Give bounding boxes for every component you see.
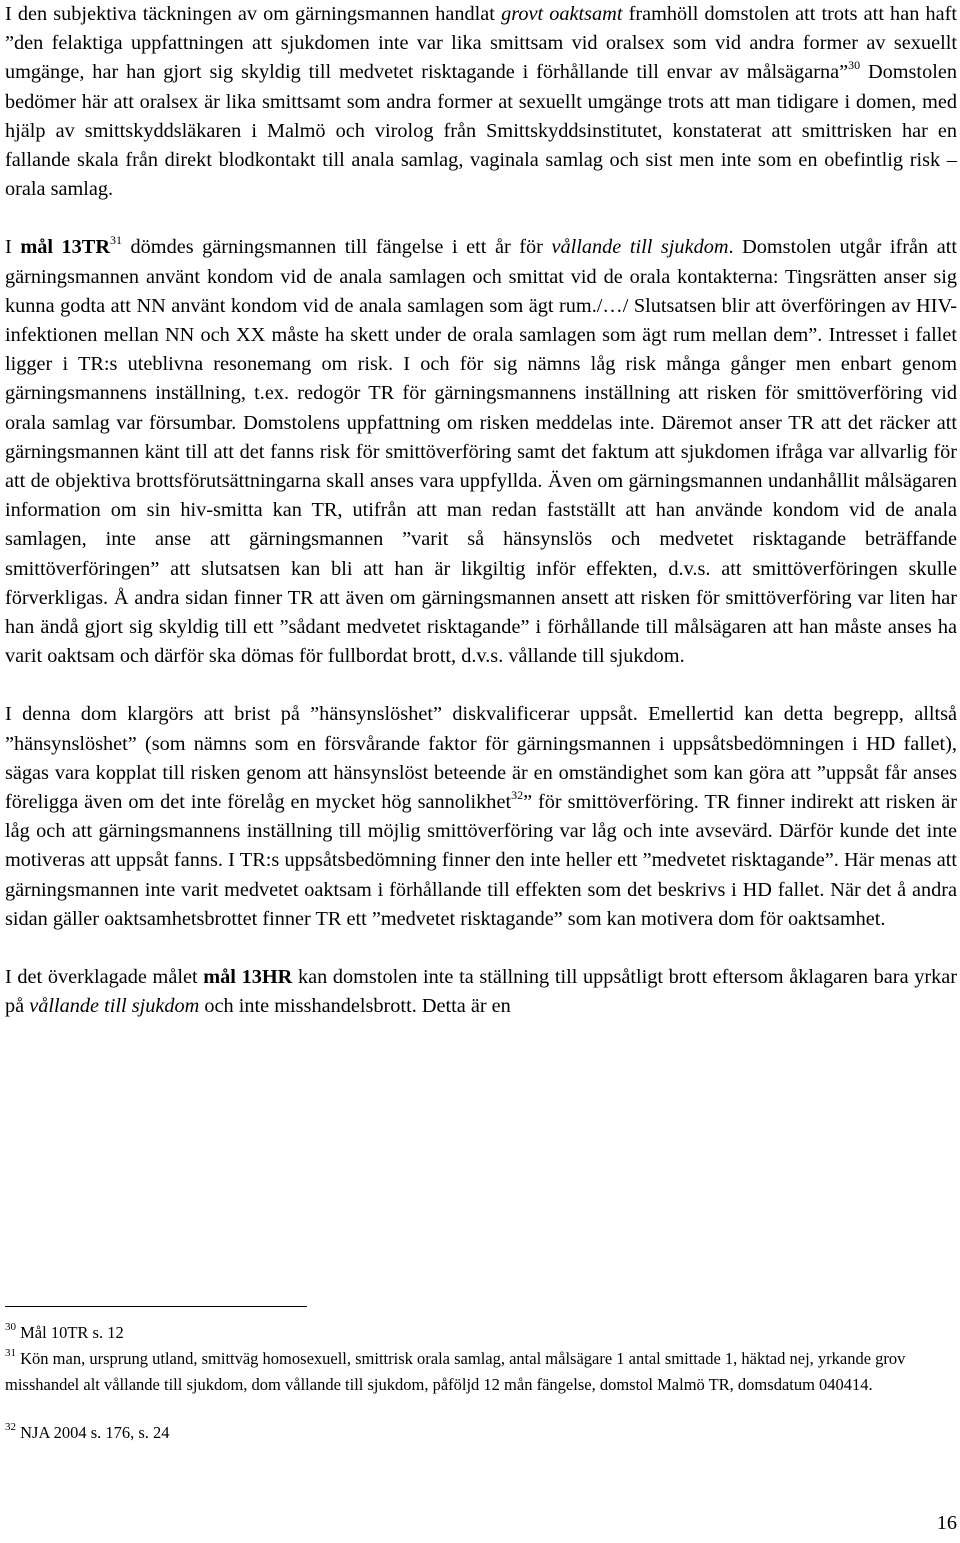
footnote-number: 30 (5, 1321, 16, 1333)
p3-text-b: ” för smittöverföring. TR finner indirekt att risken är låg och att gärningsmannens inställning till möjlig smittöverföring var låg och inte avsevärd. Därför kunde det inte motiveras att uppsåt fanns. I TR:s uppsåtsbedömning finner den inte heller ett ”medvetet risktagande”. Här menas att gärningsmannen inte varit medvetet oaktsam i förhållande till effekten som det beskrivs i HD fallet. När det å andra sidan gäller oaktsamhetsbrottet finner TR ett ”medvetet risktagande” som kan motivera dom för oaktsamhet. (5, 791, 957, 930)
footnote-31 (5, 1346, 957, 1398)
p1-emphasis: grovt oaktsamt (501, 3, 623, 25)
document-page (5, 0, 957, 1022)
p3-text-a: I denna dom klargörs att brist på ”hänsynslöshet” diskvalificerar uppsåt. Emellertid kan detta begrepp, alltså ”hänsynslöshet” (som nämns som en försvårande faktor för gärningsmannen i uppsåtsbedömningen i HD fallet), sägas vara kopplat till risken genom att hänsynslöst beteende är en omständighet som kan göra att ”uppsåt får anses föreligga även om det inte förelåg en mycket hög sannolikhet (5, 703, 957, 814)
footnote-text: NJA 2004 s. 176, s. 24 (16, 1423, 170, 1442)
p1-text-a: I den subjektiva täckningen av om gärningsmannen handlat (5, 3, 502, 25)
body-paragraph-1 (5, 0, 957, 204)
footnote-text: Mål 10TR s. 12 (16, 1323, 124, 1342)
p2-text-c: . Domstolen utgår ifrån att gärningsmannen använt kondom vid de anala samlagen och smittat vid de orala kontakterna: Tingsrätten anser sig kunna godta att NN använt kondom vid de anala samlagen som ägt rum./…/ Slutsatsen blir att överföringen av HIV-infektionen mellan NN och XX måste ha skett under de orala samlagen som ägt rum mellan dem”. Intresset i fallet ligger i TR:s uteblivna resonemang om risk. I och för sig nämns låg risk många gånger men enbart genom gärningsmannens inställning, t.ex. redogör TR för gärningsmannens inställning att risken för smittöverföring vid orala samlag var försumbar. Domstolens uppfattning om risken meddelas inte. Däremot anser TR att det räcker att gärningsmannen känt till att det fanns risk för smittöverföring samt det faktum att sjukdomen ifråga var allvarlig för att de objektiva brottsförutsättningarna skall anses vara uppfyllda. Även om gärningsmannen undanhållit målsägaren information om sin hiv-smitta kan TR, utifrån att man redan fastställt att han använde kondom vid de anala samlagen, inte anse att gärningsmannen ”varit så hänsynslös och medvetet risktagande beträffande smittöverföringen” att slutsatsen kan bli att han är likgiltig inför effekten, d.v.s. att smittöverföringen skulle förverkligas. Å andra sidan finner TR att även om gärningsmannen ansett att risken för smittöverföring var liten har han ändå gjort sig skyldig till ett ”sådant medvetet risktagande” i förhållande till målsägaren att han måste anses ha varit oaktsam och därför ska dömas för fullbordat brott, d.v.s. vållande till sjukdom. (5, 236, 957, 668)
p2-case-ref: mål 13TR (20, 236, 110, 259)
p4-text-b: kan domstolen inte ta ställning till uppsåtligt brott eftersom åklagaren bara yrkar på (5, 966, 958, 1018)
p1-text-c: Domstolen bedömer här att oralsex är lika smittsamt som andra former at sexuellt umgänge trots att man tidigare i domen, med hjälp av smittskyddsläkaren i Malmö och virolog från Smittskyddsinstitutet, konstaterat att smittrisken har en fallande skala från direkt blodkontakt till anala samlag, vaginala samlag och sist men inte som en obefintlig risk – orala samlag. (5, 61, 957, 201)
p4-text-c: och inte misshandelsbrott. Detta är en (199, 995, 511, 1018)
footnote-32 (5, 1420, 957, 1446)
footnote-separator (5, 1306, 307, 1307)
p4-emphasis: vållande till sjukdom (29, 995, 200, 1018)
footnote-number: 32 (5, 1421, 16, 1433)
footnote-text: Kön man, ursprung utland, smittväg homosexuell, smittrisk orala samlag, antal målsägare 1 antal smittade 1, häktad nej, yrkande grov misshandel alt vållande till sjukdom, dom vållande till sjukdom, påföljd 12 mån fängelse, domstol Malmö TR, domsdatum 040414. (5, 1349, 906, 1394)
p4-case-ref: mål 13HR (203, 966, 293, 989)
body-paragraph-4 (5, 963, 957, 1021)
footnote-ref-30[interactable]: 30 (848, 58, 861, 73)
body-paragraph-2 (5, 233, 957, 671)
footnote-30 (5, 1320, 957, 1346)
body-paragraph-3 (5, 700, 957, 934)
p1-text-b: framhöll domstolen att trots att han haft ”den felaktiga uppfattningen att sjukdomen inte var lika smittsam vid oralsex som vid andra former av sexuellt umgänge, har han gjort sig skyldig till medvetet risktagande i förhållande till envar av målsägarna” (5, 3, 957, 84)
page-number: 16 (936, 1512, 957, 1534)
p4-text-a: I det överklagade målet (5, 966, 204, 989)
p2-text-a: I (5, 236, 21, 259)
footnote-ref-31[interactable]: 31 (109, 233, 122, 248)
footnote-number: 31 (5, 1347, 16, 1359)
p2-emphasis: vållande till sjukdom (551, 236, 729, 259)
footnote-ref-32[interactable]: 32 (511, 788, 524, 803)
footnotes (5, 1320, 957, 1446)
p2-text-b: dömdes gärningsmannen till fängelse i ett år för (121, 236, 552, 259)
